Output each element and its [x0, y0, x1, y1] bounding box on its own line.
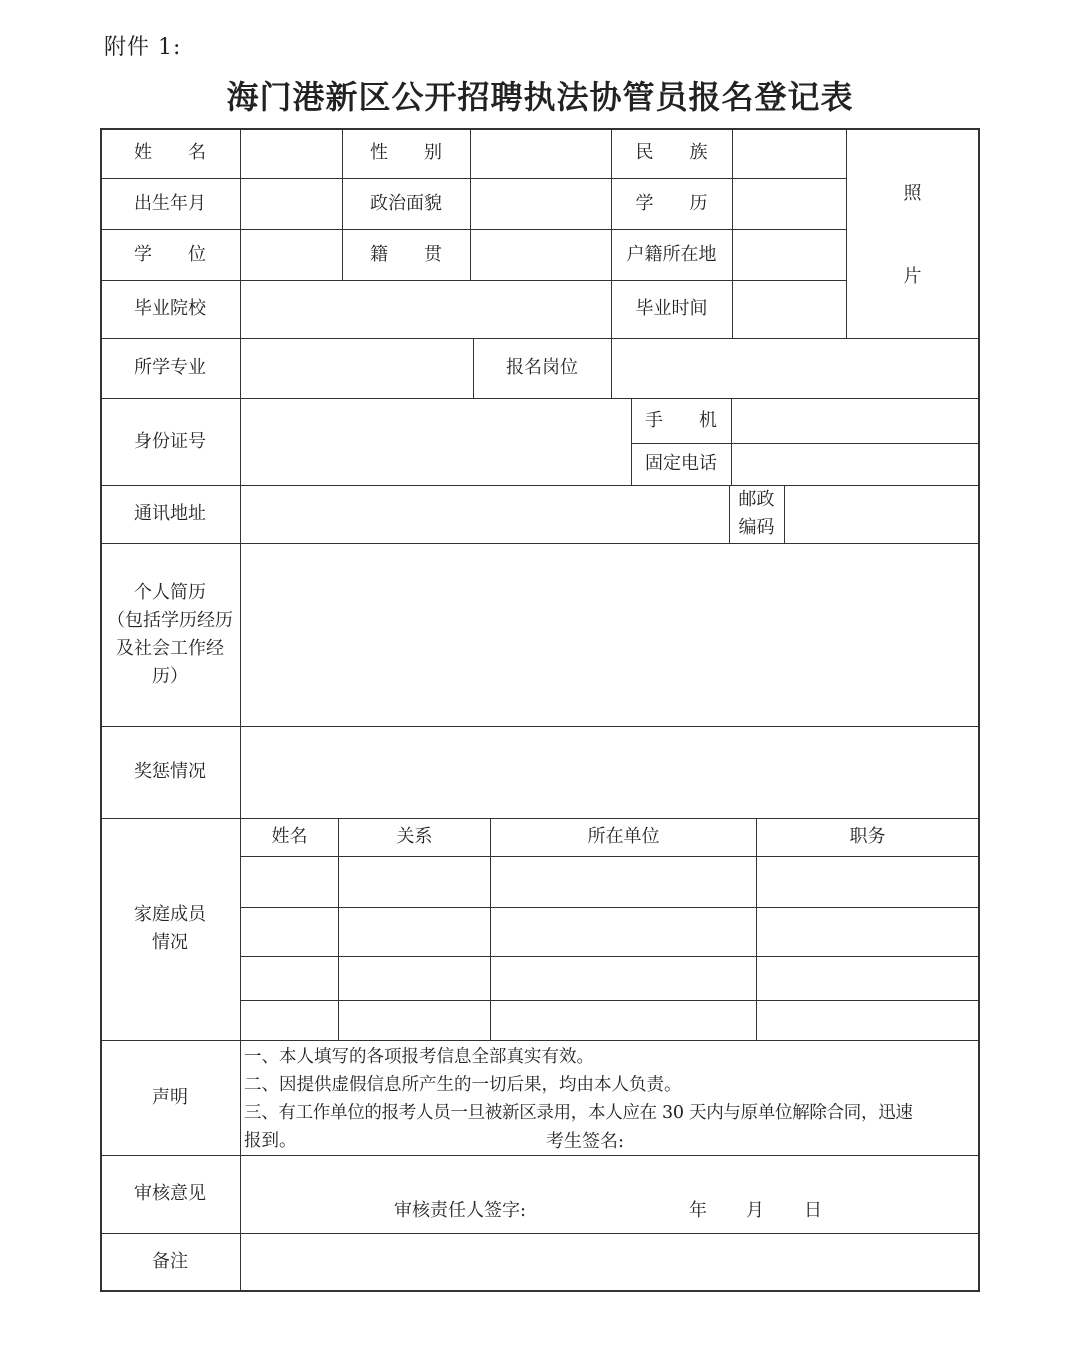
address-field[interactable] — [241, 485, 729, 543]
id-number-field[interactable] — [241, 398, 631, 485]
resume-label-line-3: 及社会工作经 — [116, 637, 224, 659]
attachment-label: 附件 1: — [104, 35, 182, 60]
family-label-line-2: 情况 — [152, 932, 188, 953]
mobile-label: 手 机 — [645, 409, 717, 431]
declaration-line-1: 一、本人填写的各项报考信息全部真实有效。 — [244, 1047, 594, 1067]
address-label: 通讯地址 — [134, 503, 206, 524]
postcode-label-line-2: 编码 — [738, 517, 775, 538]
family-label — [100, 818, 240, 1040]
postcode-label-line-1: 邮政 — [738, 489, 775, 510]
remarks-field[interactable] — [241, 1233, 978, 1290]
graduation-time-label: 毕业时间 — [635, 298, 708, 319]
resume-label-line-4: 历） — [152, 665, 188, 687]
ethnicity-label: 民 族 — [635, 142, 708, 163]
resume-label-line-1: 个人简历 — [134, 581, 206, 603]
declaration-line-3: 三、有工作单位的报考人员一旦被新区录用，本人应在 30 天内与原单位解除合同，迅速 — [244, 1103, 913, 1123]
reviewer-signature[interactable]: 审核责任人签字: — [394, 1200, 527, 1221]
native-place-field[interactable] — [471, 229, 611, 280]
gender-label: 性 别 — [370, 142, 442, 163]
awards-label: 奖惩情况 — [134, 761, 206, 782]
birth-label: 出生年月 — [134, 192, 206, 214]
name-field[interactable] — [241, 128, 342, 178]
declaration-line-2: 二、因提供虚假信息所产生的一切后果，均由本人负责。 — [244, 1075, 682, 1095]
resume-field[interactable] — [241, 543, 978, 726]
ethnicity-field[interactable] — [733, 128, 846, 178]
position-label: 报名岗位 — [506, 357, 578, 378]
household-label: 户籍所在地 — [626, 243, 717, 265]
review-label: 审核意见 — [134, 1183, 206, 1204]
politics-field[interactable] — [471, 178, 611, 229]
postcode-label — [729, 485, 784, 543]
family-header-duty: 职务 — [849, 826, 886, 847]
family-label-line-1: 家庭成员 — [134, 904, 206, 925]
politics-label: 政治面貌 — [370, 192, 442, 214]
education-field[interactable] — [733, 178, 846, 229]
landline-field[interactable] — [732, 443, 978, 485]
candidate-signature[interactable]: 考生签名: — [546, 1131, 625, 1152]
date-year: 年 — [689, 1200, 707, 1221]
photo-label-bottom: 片 — [903, 266, 922, 287]
gender-field[interactable] — [471, 128, 611, 178]
id-number-label: 身份证号 — [134, 430, 206, 452]
remarks-label: 备注 — [152, 1250, 188, 1272]
graduation-time-field[interactable] — [733, 280, 846, 338]
birth-field[interactable] — [241, 178, 342, 229]
major-label: 所学专业 — [134, 357, 206, 378]
mobile-field[interactable] — [732, 398, 978, 443]
school-label: 毕业院校 — [134, 298, 206, 319]
photo-label-top: 照 — [903, 183, 922, 204]
photo-box[interactable] — [847, 130, 978, 338]
date-day: 日 — [804, 1200, 822, 1221]
postcode-field[interactable] — [785, 485, 978, 543]
date-month: 月 — [746, 1200, 764, 1221]
awards-field[interactable] — [241, 726, 978, 818]
position-field[interactable] — [612, 338, 978, 398]
school-field[interactable] — [241, 280, 611, 338]
resume-label-line-2: （包括学历经历 — [107, 609, 233, 631]
landline-label: 固定电话 — [645, 453, 717, 474]
family-header-employer: 所在单位 — [587, 826, 660, 847]
declaration-line-4: 报到。 — [244, 1131, 297, 1151]
resume-label — [100, 543, 240, 726]
name-label: 姓 名 — [134, 142, 206, 163]
degree-label: 学 位 — [134, 243, 206, 265]
household-field[interactable] — [733, 229, 846, 280]
family-header-name: 姓名 — [271, 826, 308, 847]
native-place-label: 籍 贯 — [370, 243, 442, 265]
family-header-relation: 关系 — [396, 826, 433, 847]
major-field[interactable] — [241, 338, 473, 398]
education-label: 学 历 — [635, 192, 708, 214]
degree-field[interactable] — [241, 229, 342, 280]
declaration-label: 声明 — [152, 1086, 188, 1108]
form-title: 海门港新区公开招聘执法协管员报名登记表 — [226, 78, 854, 116]
